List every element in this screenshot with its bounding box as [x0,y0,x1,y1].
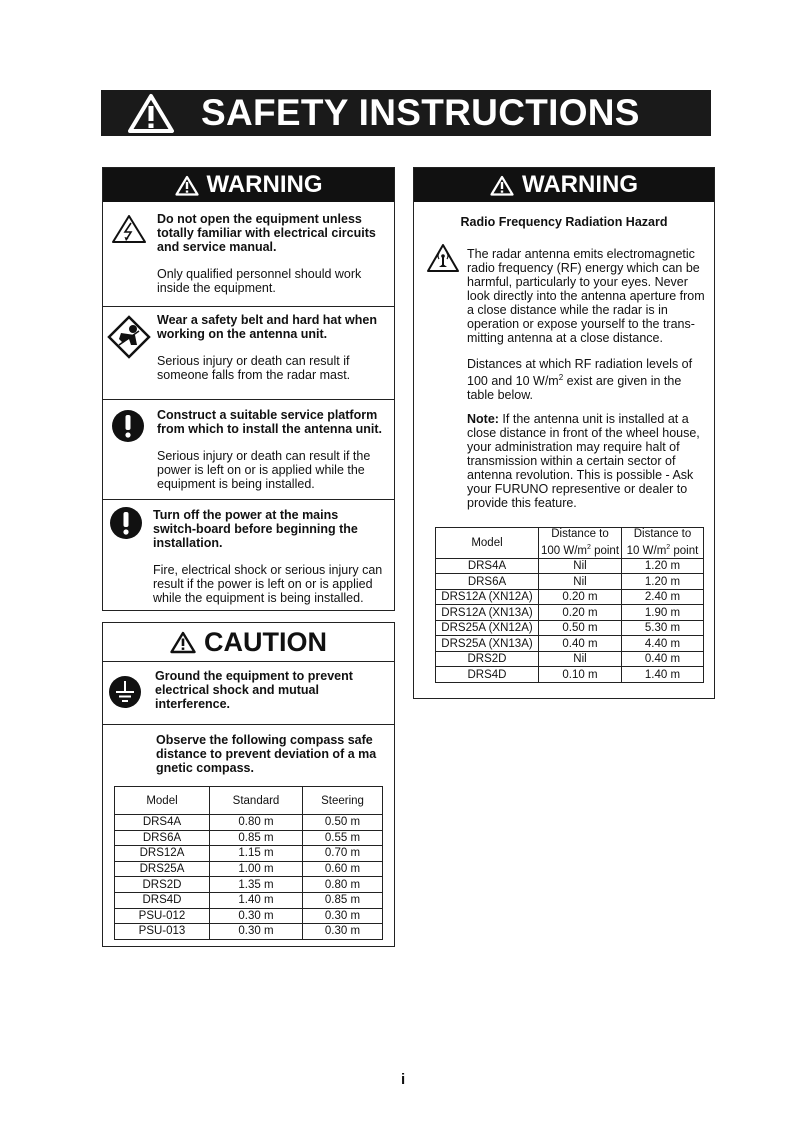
table-cell: 0.55 m [303,830,383,846]
table-row [436,636,704,652]
caution-panel [102,622,395,947]
table-cell: 0.20 m [539,589,622,605]
table-cell: 0.50 m [303,815,383,831]
table-row [436,651,704,667]
rf-distance-table [435,527,704,683]
table-row [115,924,383,940]
table-cell: 0.20 m [539,605,622,621]
table-cell: DRS2D [436,651,539,667]
power-warning-text: Turn off the power at the mains switch-board before beginning the installation. [153,508,358,550]
safety-belt-warning-note: Serious injury or death can result if someone falls from the radar mast. [157,354,351,382]
table-cell: DRS4D [436,667,539,683]
rf-note [467,412,714,510]
table-cell: 1.20 m [622,558,704,574]
table-cell: DRS4D [115,892,210,908]
header-line: 100 W/m [540,544,587,557]
caution-section-ground [103,662,394,724]
exclamation-icon [109,506,143,540]
platform-warning-note: Serious injury or death can result if the power is left on or is applied while the equipment is being installed. [157,449,371,491]
table-cell: 0.30 m [303,908,383,924]
table-cell: 0.10 m [539,667,622,683]
table-row [436,605,704,621]
rf-distance-text-b: exist are given in the table below. [467,374,682,403]
table-header [622,528,704,559]
safety-belt-icon [107,315,151,359]
table-cell: DRS25A [115,861,210,877]
warning-section-safety-belt [103,306,394,399]
table-cell: DRS25A (XN13A) [436,636,539,652]
rf-distance-intro [467,357,707,402]
page-title: SAFETY INSTRUCTIONS [201,92,640,133]
warning-section-platform [103,399,394,499]
table-header: Model [115,787,210,815]
rf-radiation-icon [426,243,460,273]
table-cell: 5.30 m [622,620,704,636]
table-header: Steering [303,787,383,815]
compass-safe-distance-table [114,786,383,940]
rf-distance-text-a: Distances at which RF radiation levels of 100 and 10 W/m [467,357,693,389]
warning-triangle-icon [170,631,196,654]
rf-hazard-title: Radio Frequency Radiation Hazard [460,215,668,229]
table-cell: 4.40 m [622,636,704,652]
table-row [115,846,383,862]
rf-note-text: If the antenna unit is installed at a close distance in front of the wheel house, your administration may require halt of transmission within a certain sector of antenna revolution. This is possible - Ask your FURUNO representive or dealer to provide this feature. [467,412,700,510]
warning-triangle-icon [490,175,514,196]
table-cell: 0.80 m [210,815,303,831]
table-cell: DRS25A (XN12A) [436,620,539,636]
table-cell: DRS6A [436,574,539,590]
table-cell: 0.30 m [210,908,303,924]
left-warning-header [103,168,394,202]
table-cell: 2.40 m [622,589,704,605]
right-warning-panel [413,167,715,699]
warning-triangle-icon [127,93,175,133]
page-title-bar [101,90,711,136]
table-row [115,861,383,877]
table-row [115,892,383,908]
table-cell: 0.30 m [210,924,303,940]
header-line: 10 W/m [626,544,667,557]
ground-caution-text: Ground the equipment to prevent electrical shock and mutual interference. [155,669,353,711]
warning-triangle-icon [175,175,199,196]
table-cell: 1.40 m [210,892,303,908]
table-cell: 1.40 m [622,667,704,683]
table-cell: PSU-012 [115,908,210,924]
table-header [539,528,622,559]
table-cell: 0.85 m [303,892,383,908]
table-row [115,815,383,831]
rf-note-label: Note: [467,412,499,426]
table-cell: 1.20 m [622,574,704,590]
table-cell: PSU-013 [115,924,210,940]
rf-distance-sup: 2 [558,373,564,382]
table-row [115,877,383,893]
safety-belt-warning-text: Wear a safety belt and hard hat when working on the antenna unit. [157,313,377,341]
table-cell: DRS4A [436,558,539,574]
electric-shock-icon [111,214,147,244]
table-row [436,589,704,605]
warning-section-electrical [103,202,394,306]
table-cell: DRS12A (XN12A) [436,589,539,605]
table-row [436,667,704,683]
ground-icon [108,675,142,709]
header-line: Distance to [633,528,692,540]
header-line: point [590,544,620,557]
warning-section-power [103,499,394,610]
right-warning-title: WARNING [522,171,638,198]
left-warning-panel [102,167,395,611]
table-cell: Nil [539,558,622,574]
table-cell: 0.30 m [303,924,383,940]
right-warning-header [414,168,714,202]
header-line: point [670,544,699,557]
table-cell: 1.90 m [622,605,704,621]
table-cell: 0.40 m [622,651,704,667]
table-cell: 0.80 m [303,877,383,893]
caution-header [103,623,394,662]
platform-warning-text: Construct a suitable service platform from which to install the antenna unit. [157,408,383,436]
table-cell: DRS2D [115,877,210,893]
electrical-warning-text: Do not open the equipment unless totally familiar with electrical circuits and service manual. [157,212,376,254]
table-cell: 1.35 m [210,877,303,893]
caution-title: CAUTION [204,626,327,657]
table-cell: 0.70 m [303,846,383,862]
table-row [115,908,383,924]
table-cell: DRS12A (XN13A) [436,605,539,621]
exclamation-icon [111,409,145,443]
electrical-warning-note: Only qualified personnel should work inside the equipment. [157,267,362,295]
table-cell: DRS12A [115,846,210,862]
table-row [115,830,383,846]
table-row [436,574,704,590]
page-number: i [401,1071,406,1088]
rf-hazard-description: The radar antenna emits electromagnetic radio frequency (RF) energy which can be harmful, particularly to your eyes. Never look directly into the antenna aperture from a close distance while the radar is in operation or expose yourself to the trans-mitting antenna at a close distance. [467,247,705,345]
table-header: Model [436,528,539,559]
power-warning-note: Fire, electrical shock or serious injury can result if the power is left on or is applied while the equipment is being installed. [153,563,383,605]
table-cell: 0.40 m [539,636,622,652]
compass-caution-text: Observe the following compass safe distance to prevent deviation of a ma gnetic compass. [156,733,377,775]
table-cell: DRS4A [115,815,210,831]
table-cell: 1.00 m [210,861,303,877]
table-cell: 0.85 m [210,830,303,846]
table-cell: 0.60 m [303,861,383,877]
table-cell: Nil [539,651,622,667]
left-warning-title: WARNING [206,171,323,198]
table-cell: 1.15 m [210,846,303,862]
table-row [436,558,704,574]
header-line: Distance to [551,528,609,540]
table-cell: 0.50 m [539,620,622,636]
header-sup: 2 [586,544,591,551]
table-header: Standard [210,787,303,815]
header-sup: 2 [666,544,671,551]
table-cell: Nil [539,574,622,590]
table-cell: DRS6A [115,830,210,846]
table-row [436,620,704,636]
